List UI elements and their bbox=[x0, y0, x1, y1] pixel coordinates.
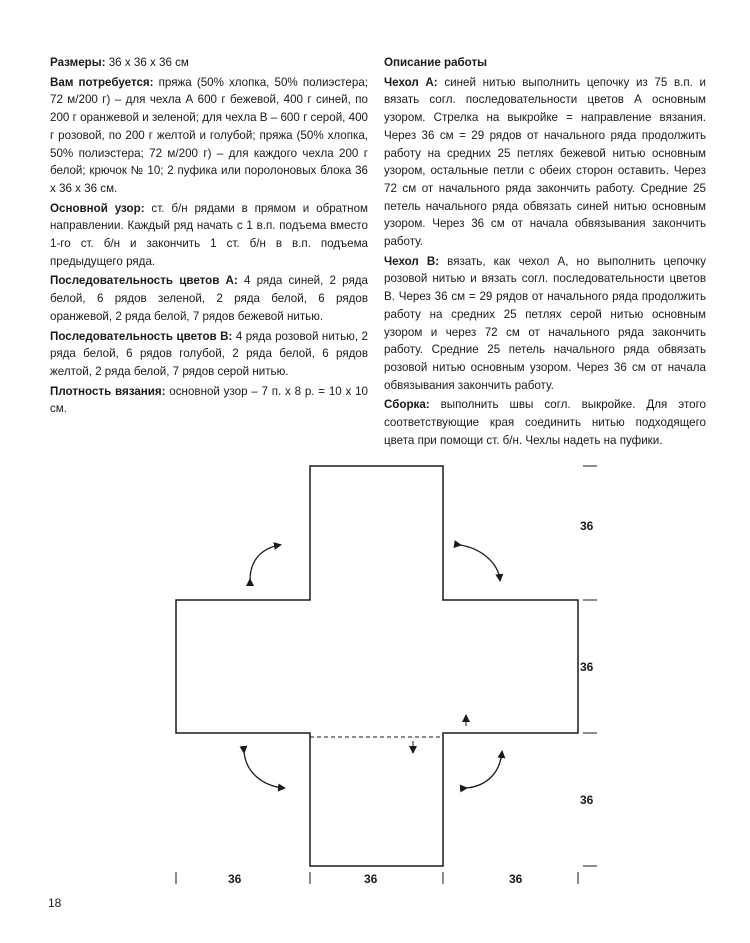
materials-text: пряжа (50% хлопка, 50% полиэстера; 72 м/200 г) – для чехла А 600 г бежевой, 400 г синей, по 200 г оранжевой и зеленой; для чехла В – 600 г серой, 400 г розовой, по 200 г желтой и голубой; пряжа (50% хлопка, 50% полиэстера; 72 м/200 г) – для каждого чехла 200 г белой; крючок № 10; 2 пуфика или поролоновых блока 36 х 36 х 36 см. bbox=[50, 75, 368, 195]
sizes-text: 36 х 36 х 36 см bbox=[105, 56, 189, 69]
cover-b-text: вязать, как чехол А, но выполнить цепочку розовой нитью и вязать согл. последовательности цветов В. Через 36 см = 29 рядов от начального ряда продолжить работу на средних 25 петлях серой нитью основным узором и через 72 см от начального ряда закончить работу. Средние 25 петель начального ряда обвязать розовой нитью основным узором. Через 36 см от начала обвязывания закончить работу. bbox=[384, 254, 706, 392]
colors-a-text: 4 ряда синей, 2 ряда белой, 6 рядов зеленой, 2 ряда белой, 6 рядов оранжевой, 2 ряда белой, 7 рядов бежевой нитью. bbox=[50, 274, 368, 323]
seam-arrow-bottom-left bbox=[244, 752, 284, 788]
cover-b-label: Чехол В: bbox=[384, 254, 440, 268]
pattern-outline bbox=[176, 466, 578, 866]
dim-label-bottom-left: 36 bbox=[228, 872, 242, 886]
assembly-text: выполнить швы согл. выкройке. Для этого соответствующие края соединить нитью подходящего цвета при помощи ст. б/н. Чехлы надеть на пуфики. bbox=[384, 398, 706, 447]
sizes-label: Размеры: bbox=[50, 56, 106, 69]
dim-label-bottom-center: 36 bbox=[364, 872, 378, 886]
assembly-label: Сборка: bbox=[384, 398, 430, 412]
seam-arrow-top-right bbox=[460, 545, 500, 580]
page-number: 18 bbox=[48, 896, 62, 910]
density-text: основной узор – 7 п. х 8 р. = 10 х 10 см. bbox=[50, 384, 368, 416]
dim-label-right-middle: 36 bbox=[580, 660, 594, 674]
dim-label-right-bottom: 36 bbox=[580, 793, 594, 807]
materials-label: Вам потребуется: bbox=[50, 75, 154, 89]
seam-arrow-top-left bbox=[250, 545, 280, 580]
dim-label-right-top: 36 bbox=[580, 519, 594, 533]
cover-a-label: Чехол А: bbox=[384, 75, 438, 89]
seam-arrow-bottom-right bbox=[466, 752, 502, 788]
dim-label-bottom-right: 36 bbox=[509, 872, 523, 886]
colors-b-text: 4 ряда розовой нитью, 2 ряда белой, 6 рядов голубой, 2 ряда белой, 6 рядов желтой, 2 ряда белой, 7 рядов серой нитью. bbox=[50, 329, 368, 378]
cover-a-text: синей нитью выполнить цепочку из 75 в.п. и вязать согл. последовательности цветов А основным узором. Стрелка на выкройке = направление вязания. Через 36 см = 29 рядов от начального ряда продолжить работу на средних 25 петлях бежевой нитью основным узором, остальные петли с обеих сторон оставить. Через 72 см от начального ряда закончить работу. Средние 25 петель начального ряда обвязать синей нитью основным узором. Через 36 см от начала обвязывания закончить работу. bbox=[384, 75, 707, 249]
work-description-heading: Описание работы bbox=[384, 56, 488, 69]
colors-b-label: Последовательность цветов В: bbox=[50, 329, 233, 343]
colors-a-label: Последовательность цветов А: bbox=[50, 274, 238, 288]
pattern-label: Основной узор: bbox=[50, 201, 145, 215]
pattern-text: ст. б/н рядами в прямом и обратном направлении. Каждый ряд начать с 1 в.п. подъема вместо 1-го ст. б/н и закончить 1 ст. б/н в в.п. подъема предыдущего ряда. bbox=[50, 201, 368, 268]
density-label: Плотность вязания: bbox=[50, 384, 166, 398]
